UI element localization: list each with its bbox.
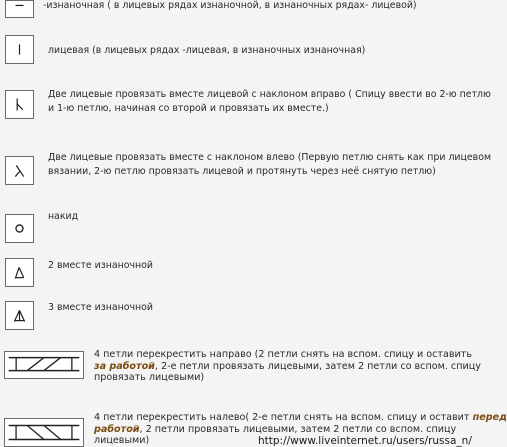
- legend-line: -изнаночная ( в лицевых рядах изнаночной, в изнаночных рядах- лицевой): [43, 0, 417, 11]
- legend-line: Две лицевые провязать вместе с наклоном влево (Первую петлю снять как при лицевом: [48, 152, 492, 163]
- legend-text-right-decrease: [48, 88, 491, 116]
- cable-right-icon: [4, 351, 84, 379]
- circle-yarn-over-icon: [5, 214, 34, 243]
- legend-text-p3tog: [48, 301, 153, 315]
- cable-line: провязать лицевыми): [94, 372, 205, 383]
- cable-line: , 2-е петли провязать лицевыми, затем 2 петли со вспом. спицу: [154, 360, 481, 372]
- legend-text-yarn-over: [48, 210, 78, 224]
- cable-line: лицевыми): [94, 435, 150, 446]
- vertical-bar-icon: [5, 35, 34, 64]
- legend-line: Две лицевые провязать вместе лицевой с наклоном вправо ( Спицу ввести во 2-ю петлю: [48, 89, 491, 100]
- legend-line: лицевая (в лицевых рядах -лицевая, в изнаночных изнаночная): [48, 45, 366, 56]
- cable-emphasis: за работой: [94, 360, 155, 372]
- cable-line: 4 петли перекрестить налево( 2-е петли снять на вспом. спицу и оставит: [94, 412, 473, 423]
- legend-text-left-decrease: [48, 151, 491, 179]
- legend-text-p2tog: [48, 259, 153, 273]
- cable-emphasis: перед: [472, 412, 507, 423]
- cable-emphasis: работой: [94, 423, 140, 435]
- cable-line: , 2 петли провязать лицевыми, затем 2 петли со вспом. спицу: [139, 423, 457, 435]
- legend-line: 2 вместе изнаночной: [48, 260, 153, 271]
- legend-line: и 1-ю петлю, начиная со второй и провязать их вместе.): [48, 103, 329, 114]
- legend-text-knit: [48, 44, 365, 58]
- left-slant-decrease-icon: [5, 156, 34, 185]
- three-together-purl-icon: [5, 301, 34, 330]
- right-slant-decrease-icon: [5, 90, 34, 119]
- legend-line: 3 вместе изнаночной: [48, 302, 153, 313]
- dash-icon: [5, 0, 34, 18]
- cable-left-icon: [4, 418, 84, 447]
- legend-line: вязании, 2-ю петлю провязать лицевой и протянуть через неё снятую петлю): [48, 166, 436, 177]
- legend-line: накид: [48, 211, 79, 222]
- cable-right-text: [94, 349, 481, 384]
- watermark-url: http://www.liveinternet.ru/users/russa_n/: [258, 435, 472, 447]
- two-together-purl-icon: [5, 258, 34, 287]
- legend-text-purl: [43, 0, 417, 13]
- cable-line: 4 петли перекрестить направо (2 петли снять на вспом. спицу и оставить: [94, 349, 473, 360]
